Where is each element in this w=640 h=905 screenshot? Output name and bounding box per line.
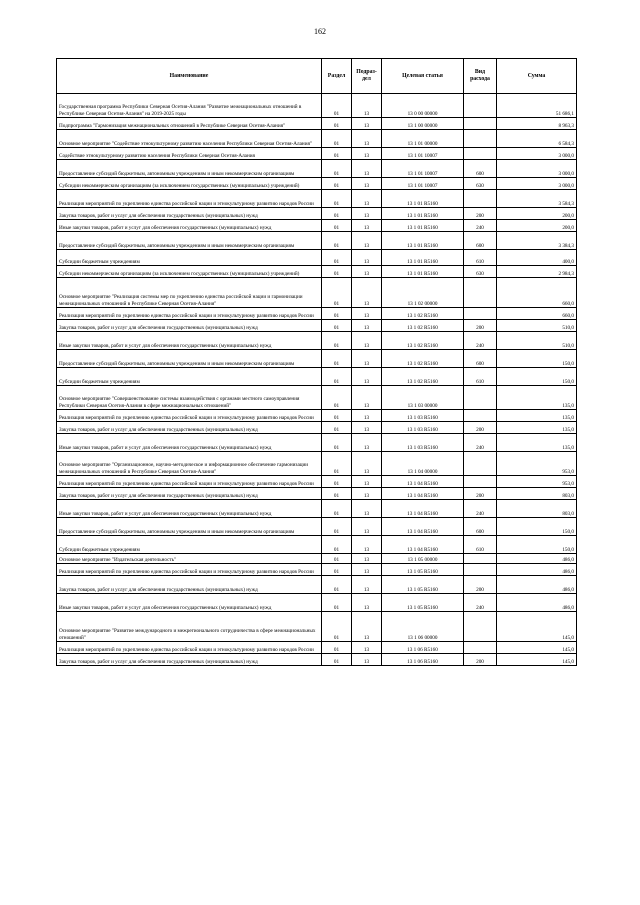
row-target: 13 1 02 R5160 xyxy=(382,308,464,320)
header-amount: Сумма xyxy=(497,59,577,94)
row-target: 13 1 01 00000 xyxy=(382,130,464,148)
row-section: 01 xyxy=(322,250,352,266)
row-target: 13 1 03 00000 xyxy=(382,386,464,410)
table-row xyxy=(57,320,577,332)
row-target: 13 1 01 R5160 xyxy=(382,190,464,208)
row-section: 01 xyxy=(322,642,352,654)
table-row xyxy=(57,500,577,518)
row-target: 13 1 05 R5160 xyxy=(382,576,464,594)
row-target: 13 1 01 R5160 xyxy=(382,208,464,220)
row-section: 01 xyxy=(322,476,352,488)
row-section: 01 xyxy=(322,332,352,350)
row-name: Закупка товаров, работ и услуг для обеспечения государственных (муниципальных) нужд xyxy=(57,488,322,500)
row-target: 13 1 00 00000 xyxy=(382,118,464,130)
row-subsection: 13 xyxy=(352,554,382,564)
row-name: Содействие этнокультурному развитию населения Республики Северная Осетия-Алания xyxy=(57,148,322,160)
row-expense-type: 200 xyxy=(464,208,497,220)
row-name: Иные закупки товаров, работ и услуг для обеспечения государственных (муниципальных) нужд xyxy=(57,434,322,452)
row-subsection: 13 xyxy=(352,232,382,250)
row-name: Иные закупки товаров, работ и услуг для обеспечения государственных (муниципальных) нужд xyxy=(57,332,322,350)
row-target: 13 0 00 00000 xyxy=(382,94,464,118)
row-amount: 510,0 xyxy=(497,332,577,350)
row-section: 01 xyxy=(322,368,352,386)
row-name: Основное мероприятие "Организационное, научно-методическое и информационное обеспечение гармонизации межнациональных отношений в Республике Северная Осетия-Алания" xyxy=(57,452,322,476)
row-name: Субсидии бюджетным учреждениям xyxy=(57,368,322,386)
row-name: Основное мероприятие "Развитие международного и межрегионального сотрудничества в сфере межнациональных отношений" xyxy=(57,612,322,642)
row-section: 01 xyxy=(322,576,352,594)
table-row xyxy=(57,308,577,320)
row-name: Предоставление субсидий бюджетным, автономным учреждениям и иным некоммерческим организациям xyxy=(57,160,322,178)
row-amount: 660,0 xyxy=(497,278,577,308)
table-row xyxy=(57,94,577,118)
row-expense-type: 200 xyxy=(464,576,497,594)
row-subsection: 13 xyxy=(352,178,382,190)
row-target: 13 1 06 00000 xyxy=(382,612,464,642)
row-section: 01 xyxy=(322,386,352,410)
row-subsection: 13 xyxy=(352,422,382,434)
row-subsection: 13 xyxy=(352,488,382,500)
row-amount: 486,0 xyxy=(497,576,577,594)
row-target: 13 1 03 R5160 xyxy=(382,422,464,434)
table-row xyxy=(57,266,577,278)
row-name: Реализация мероприятий по укреплению единства российской нации и этнокультурному развитию народов России xyxy=(57,564,322,576)
row-name: Иные закупки товаров, работ и услуг для обеспечения государственных (муниципальных) нужд xyxy=(57,594,322,612)
row-subsection: 13 xyxy=(352,594,382,612)
row-amount: 486,0 xyxy=(497,554,577,564)
row-expense-type xyxy=(464,612,497,642)
row-amount: 660,0 xyxy=(497,308,577,320)
row-amount: 3 384,3 xyxy=(497,232,577,250)
row-expense-type: 610 xyxy=(464,250,497,266)
row-expense-type: 600 xyxy=(464,518,497,536)
table-row xyxy=(57,488,577,500)
row-target: 13 1 01 10007 xyxy=(382,160,464,178)
row-section: 01 xyxy=(322,654,352,666)
row-section: 01 xyxy=(322,350,352,368)
table-row xyxy=(57,642,577,654)
row-amount: 3 584,3 xyxy=(497,190,577,208)
header-subsection: Подраз-дел xyxy=(352,59,382,94)
row-amount: 8 963,3 xyxy=(497,118,577,130)
row-amount: 145,0 xyxy=(497,642,577,654)
row-section: 01 xyxy=(322,434,352,452)
row-section: 01 xyxy=(322,536,352,554)
table-body xyxy=(57,94,577,666)
row-name: Подпрограмма "Гармонизация межнациональных отношений в Республике Северная Осетия-Алания" xyxy=(57,118,322,130)
row-amount: 3 000,0 xyxy=(497,160,577,178)
row-expense-type xyxy=(464,148,497,160)
row-amount: 150,0 xyxy=(497,518,577,536)
row-target: 13 1 01 10007 xyxy=(382,178,464,190)
row-amount: 150,0 xyxy=(497,536,577,554)
row-expense-type xyxy=(464,452,497,476)
row-section: 01 xyxy=(322,118,352,130)
row-section: 01 xyxy=(322,452,352,476)
row-expense-type: 600 xyxy=(464,350,497,368)
row-expense-type xyxy=(464,476,497,488)
row-expense-type xyxy=(464,410,497,422)
row-expense-type: 600 xyxy=(464,232,497,250)
row-name: Реализация мероприятий по укреплению единства российской нации и этнокультурному развитию народов России xyxy=(57,410,322,422)
row-target: 13 1 04 R5160 xyxy=(382,500,464,518)
budget-table xyxy=(56,58,577,666)
row-amount: 400,0 xyxy=(497,250,577,266)
row-subsection: 13 xyxy=(352,332,382,350)
row-amount: 486,0 xyxy=(497,594,577,612)
row-subsection: 13 xyxy=(352,642,382,654)
table-header-row xyxy=(57,59,577,94)
row-name: Предоставление субсидий бюджетным, автономным учреждениям и иным некоммерческим организациям xyxy=(57,232,322,250)
row-target: 13 1 05 00000 xyxy=(382,554,464,564)
row-expense-type: 200 xyxy=(464,654,497,666)
row-section: 01 xyxy=(322,554,352,564)
row-name: Субсидии бюджетным учреждениям xyxy=(57,536,322,554)
row-name: Закупка товаров, работ и услуг для обеспечения государственных (муниципальных) нужд xyxy=(57,576,322,594)
row-name: Реализация мероприятий по укреплению единства российской нации и этнокультурному развитию народов России xyxy=(57,642,322,654)
row-amount: 3 000,0 xyxy=(497,178,577,190)
row-expense-type: 630 xyxy=(464,178,497,190)
table-row xyxy=(57,554,577,564)
row-section: 01 xyxy=(322,266,352,278)
table-row xyxy=(57,190,577,208)
row-expense-type xyxy=(464,94,497,118)
row-subsection: 13 xyxy=(352,118,382,130)
row-expense-type: 240 xyxy=(464,220,497,232)
row-section: 01 xyxy=(322,232,352,250)
row-amount: 2 984,3 xyxy=(497,266,577,278)
row-expense-type: 610 xyxy=(464,536,497,554)
row-section: 01 xyxy=(322,564,352,576)
row-expense-type xyxy=(464,564,497,576)
row-subsection: 13 xyxy=(352,386,382,410)
row-amount: 135,0 xyxy=(497,386,577,410)
table-row xyxy=(57,536,577,554)
row-name: Основное мероприятие "Реализация системы мер по укреплению единства российской нации и гармонизации межнациональных отношений в Республике Северная Осетия-Алания" xyxy=(57,278,322,308)
header-section: Раздел xyxy=(322,59,352,94)
table-row xyxy=(57,178,577,190)
row-section: 01 xyxy=(322,190,352,208)
row-target: 13 1 04 R5160 xyxy=(382,476,464,488)
row-name: Предоставление субсидий бюджетным, автономным учреждениям и иным некоммерческим организациям xyxy=(57,350,322,368)
row-subsection: 13 xyxy=(352,500,382,518)
row-target: 13 1 05 R5160 xyxy=(382,564,464,576)
row-name: Основное мероприятие "Содействие этнокультурному развитию населения Республики Северная Осетия-Алания" xyxy=(57,130,322,148)
header-name: Наименование xyxy=(57,59,322,94)
table-row xyxy=(57,612,577,642)
row-amount: 953,0 xyxy=(497,476,577,488)
row-amount: 486,0 xyxy=(497,564,577,576)
row-section: 01 xyxy=(322,594,352,612)
row-target: 13 1 02 R5160 xyxy=(382,332,464,350)
row-name: Государственная программа Республики Северная Осетия-Алания "Развитие межнациональных отношений в Республике Северная Осетия-Алания" на 2019-2025 годы xyxy=(57,94,322,118)
row-target: 13 1 06 R5160 xyxy=(382,642,464,654)
row-expense-type: 240 xyxy=(464,594,497,612)
row-name: Закупка товаров, работ и услуг для обеспечения государственных (муниципальных) нужд xyxy=(57,654,322,666)
table-row xyxy=(57,434,577,452)
table-row xyxy=(57,118,577,130)
row-amount: 803,0 xyxy=(497,488,577,500)
row-target: 13 1 02 R5160 xyxy=(382,368,464,386)
table-row xyxy=(57,368,577,386)
table-row xyxy=(57,278,577,308)
row-subsection: 13 xyxy=(352,220,382,232)
table-row xyxy=(57,386,577,410)
row-subsection: 13 xyxy=(352,476,382,488)
row-subsection: 13 xyxy=(352,452,382,476)
row-target: 13 1 01 R5160 xyxy=(382,250,464,266)
table-row xyxy=(57,232,577,250)
row-expense-type xyxy=(464,642,497,654)
row-subsection: 13 xyxy=(352,94,382,118)
row-target: 13 1 04 00000 xyxy=(382,452,464,476)
row-section: 01 xyxy=(322,160,352,178)
row-subsection: 13 xyxy=(352,208,382,220)
row-subsection: 13 xyxy=(352,654,382,666)
row-subsection: 13 xyxy=(352,518,382,536)
row-subsection: 13 xyxy=(352,536,382,554)
row-subsection: 13 xyxy=(352,612,382,642)
row-amount: 145,0 xyxy=(497,612,577,642)
table-row xyxy=(57,594,577,612)
row-name: Иные закупки товаров, работ и услуг для обеспечения государственных (муниципальных) нужд xyxy=(57,220,322,232)
row-section: 01 xyxy=(322,220,352,232)
row-amount: 51 686,1 xyxy=(497,94,577,118)
row-expense-type xyxy=(464,308,497,320)
table-row xyxy=(57,160,577,178)
row-name: Основное мероприятие "Совершенствование системы взаимодействия с органами местного самоуправления Республики Северная Осетия-Алания в сфере межнациональных отношений" xyxy=(57,386,322,410)
table-row xyxy=(57,476,577,488)
row-amount: 135,0 xyxy=(497,410,577,422)
row-expense-type: 610 xyxy=(464,368,497,386)
header-target: Целевая статья xyxy=(382,59,464,94)
row-section: 01 xyxy=(322,130,352,148)
row-name: Иные закупки товаров, работ и услуг для обеспечения государственных (муниципальных) нужд xyxy=(57,500,322,518)
row-name: Субсидии некоммерческим организациям (за исключением государственных (муниципальных) учреждений) xyxy=(57,266,322,278)
row-amount: 953,0 xyxy=(497,452,577,476)
row-subsection: 13 xyxy=(352,278,382,308)
table-row xyxy=(57,518,577,536)
row-amount: 145,0 xyxy=(497,654,577,666)
table-row xyxy=(57,452,577,476)
row-expense-type xyxy=(464,190,497,208)
row-section: 01 xyxy=(322,208,352,220)
row-expense-type xyxy=(464,130,497,148)
row-section: 01 xyxy=(322,148,352,160)
row-expense-type: 200 xyxy=(464,488,497,500)
row-target: 13 1 01 R5160 xyxy=(382,232,464,250)
row-expense-type: 240 xyxy=(464,500,497,518)
row-name: Основное мероприятие "Издательская деятельность" xyxy=(57,554,322,564)
row-subsection: 13 xyxy=(352,250,382,266)
row-amount: 200,0 xyxy=(497,208,577,220)
row-subsection: 13 xyxy=(352,350,382,368)
row-section: 01 xyxy=(322,500,352,518)
row-name: Закупка товаров, работ и услуг для обеспечения государственных (муниципальных) нужд xyxy=(57,208,322,220)
row-target: 13 1 04 R5160 xyxy=(382,518,464,536)
row-expense-type xyxy=(464,386,497,410)
row-section: 01 xyxy=(322,178,352,190)
table-row xyxy=(57,564,577,576)
row-section: 01 xyxy=(322,518,352,536)
row-target: 13 1 01 10007 xyxy=(382,148,464,160)
row-subsection: 13 xyxy=(352,320,382,332)
table-row xyxy=(57,350,577,368)
table-row xyxy=(57,332,577,350)
row-name: Предоставление субсидий бюджетным, автономным учреждениям и иным некоммерческим организациям xyxy=(57,518,322,536)
row-subsection: 13 xyxy=(352,564,382,576)
row-target: 13 1 02 00000 xyxy=(382,278,464,308)
row-name: Реализация мероприятий по укреплению единства российской нации и этнокультурному развитию народов России xyxy=(57,190,322,208)
table-row xyxy=(57,220,577,232)
row-expense-type: 200 xyxy=(464,320,497,332)
row-target: 13 1 03 R5160 xyxy=(382,410,464,422)
row-section: 01 xyxy=(322,278,352,308)
row-target: 13 1 01 R5160 xyxy=(382,266,464,278)
row-subsection: 13 xyxy=(352,190,382,208)
row-section: 01 xyxy=(322,488,352,500)
table-row xyxy=(57,148,577,160)
row-expense-type: 240 xyxy=(464,332,497,350)
row-target: 13 1 02 R5160 xyxy=(382,350,464,368)
row-subsection: 13 xyxy=(352,410,382,422)
row-section: 01 xyxy=(322,612,352,642)
row-amount: 510,0 xyxy=(497,320,577,332)
row-subsection: 13 xyxy=(352,576,382,594)
row-target: 13 1 02 R5160 xyxy=(382,320,464,332)
table-row xyxy=(57,208,577,220)
row-amount: 200,0 xyxy=(497,220,577,232)
row-amount: 135,0 xyxy=(497,422,577,434)
table-row xyxy=(57,654,577,666)
table-row xyxy=(57,410,577,422)
row-name: Закупка товаров, работ и услуг для обеспечения государственных (муниципальных) нужд xyxy=(57,320,322,332)
row-expense-type xyxy=(464,278,497,308)
row-expense-type: 200 xyxy=(464,422,497,434)
row-subsection: 13 xyxy=(352,266,382,278)
row-amount: 150,0 xyxy=(497,350,577,368)
row-target: 13 1 01 R5160 xyxy=(382,220,464,232)
row-target: 13 1 06 R5160 xyxy=(382,654,464,666)
row-subsection: 13 xyxy=(352,368,382,386)
page-number: 162 xyxy=(314,27,326,36)
table-row xyxy=(57,250,577,266)
table-row xyxy=(57,576,577,594)
row-amount: 3 000,0 xyxy=(497,148,577,160)
row-name: Реализация мероприятий по укреплению единства российской нации и этнокультурному развитию народов России xyxy=(57,308,322,320)
row-section: 01 xyxy=(322,94,352,118)
table-row xyxy=(57,422,577,434)
row-section: 01 xyxy=(322,308,352,320)
row-amount: 135,0 xyxy=(497,434,577,452)
row-section: 01 xyxy=(322,320,352,332)
row-expense-type xyxy=(464,118,497,130)
row-target: 13 1 03 R5160 xyxy=(382,434,464,452)
row-subsection: 13 xyxy=(352,130,382,148)
row-expense-type: 240 xyxy=(464,434,497,452)
row-subsection: 13 xyxy=(352,148,382,160)
row-name: Субсидии бюджетным учреждениям xyxy=(57,250,322,266)
row-name: Закупка товаров, работ и услуг для обеспечения государственных (муниципальных) нужд xyxy=(57,422,322,434)
row-expense-type: 630 xyxy=(464,266,497,278)
row-subsection: 13 xyxy=(352,434,382,452)
row-target: 13 1 04 R5160 xyxy=(382,488,464,500)
row-target: 13 1 04 R5160 xyxy=(382,536,464,554)
row-name: Реализация мероприятий по укреплению единства российской нации и этнокультурному развитию народов России xyxy=(57,476,322,488)
table-row xyxy=(57,130,577,148)
row-expense-type: 600 xyxy=(464,160,497,178)
row-name: Субсидии некоммерческим организациям (за исключением государственных (муниципальных) учреждений) xyxy=(57,178,322,190)
row-subsection: 13 xyxy=(352,160,382,178)
row-target: 13 1 05 R5160 xyxy=(382,594,464,612)
row-amount: 6 584,3 xyxy=(497,130,577,148)
header-expense-type: Вид расхода xyxy=(464,59,497,94)
row-subsection: 13 xyxy=(352,308,382,320)
row-expense-type xyxy=(464,554,497,564)
row-section: 01 xyxy=(322,410,352,422)
row-section: 01 xyxy=(322,422,352,434)
row-amount: 150,0 xyxy=(497,368,577,386)
row-amount: 803,0 xyxy=(497,500,577,518)
